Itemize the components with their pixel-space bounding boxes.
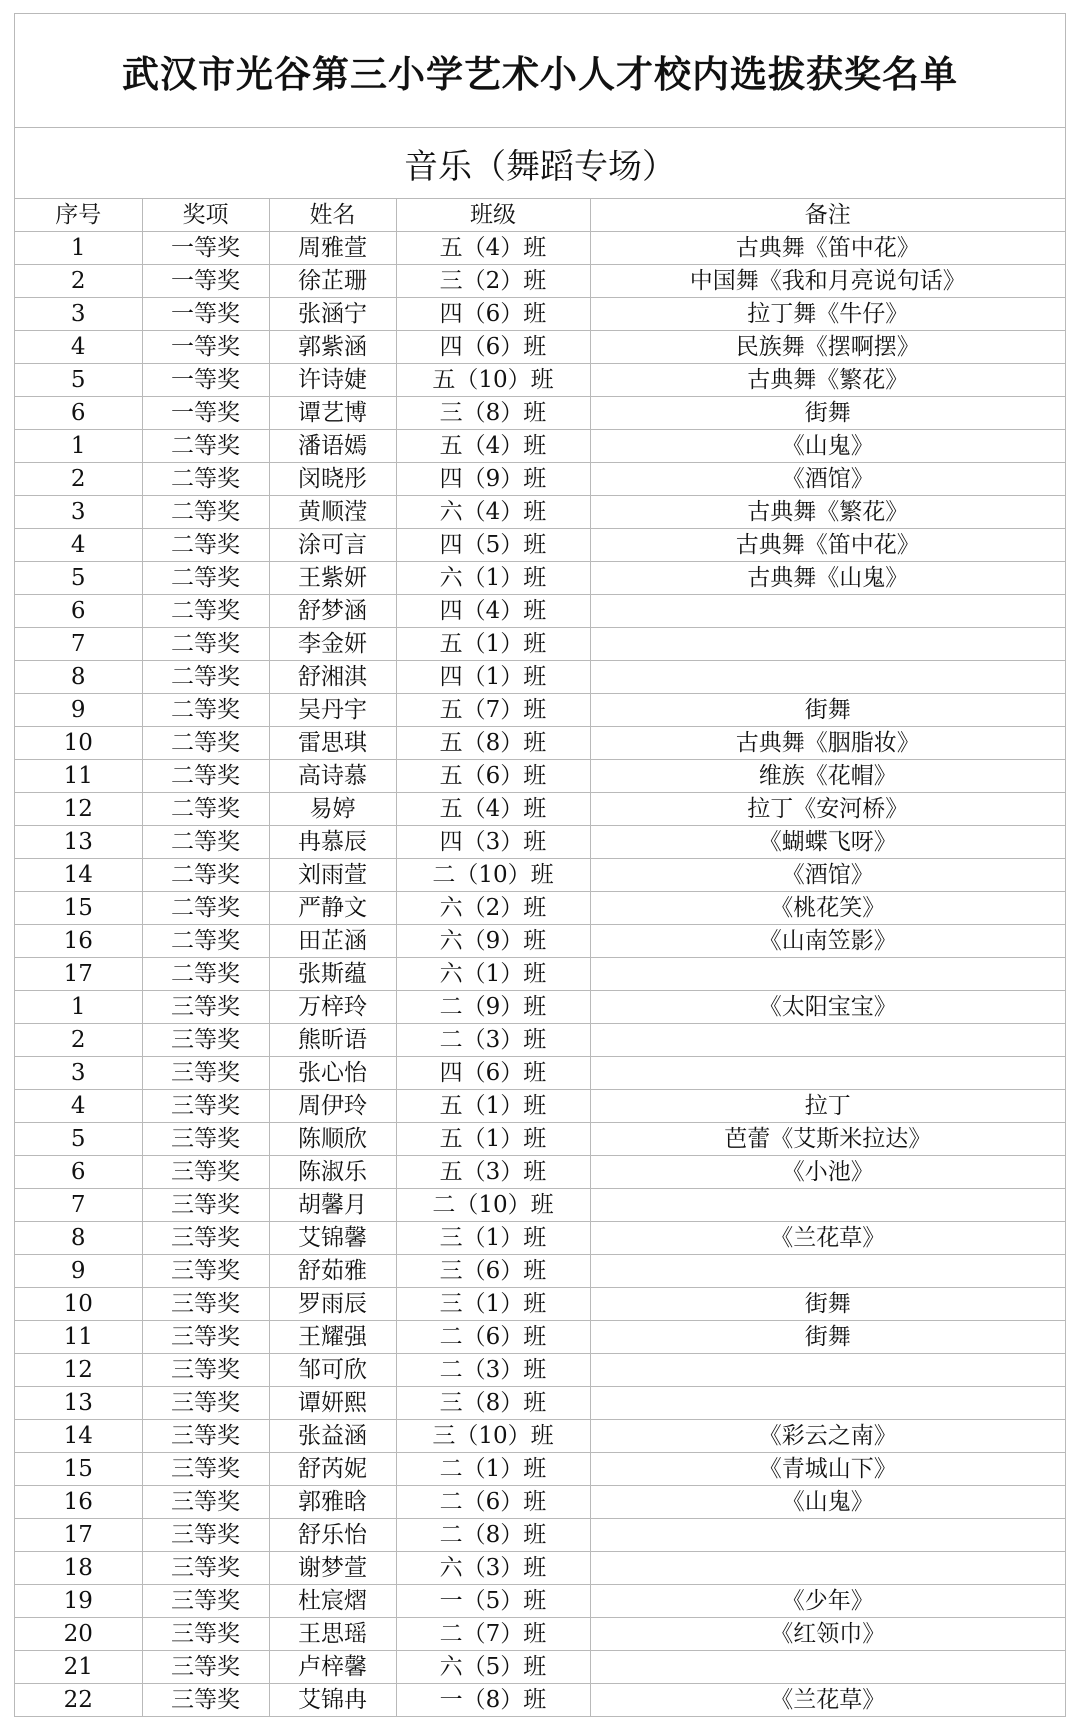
name-cell: 田芷涵 bbox=[269, 925, 396, 958]
remarks-cell: 《兰花草》 bbox=[770, 1687, 886, 1713]
table-header-row bbox=[15, 199, 1065, 232]
serial-number-cell: 11 bbox=[15, 1321, 142, 1354]
award-cell: 二等奖 bbox=[142, 826, 269, 859]
class-cell: 五（10）班 bbox=[396, 364, 590, 397]
remarks-cell: 古典舞《繁花》 bbox=[590, 496, 1065, 529]
serial-number-cell: 5 bbox=[15, 364, 142, 397]
table-row bbox=[15, 463, 1065, 496]
remarks-cell: 《少年》 bbox=[590, 1585, 1065, 1618]
name-cell: 郭雅晗 bbox=[269, 1486, 396, 1519]
table-row bbox=[15, 1387, 1065, 1420]
name-cell: 艾锦馨 bbox=[269, 1222, 396, 1255]
class-cell: 二（7）班 bbox=[396, 1618, 590, 1651]
class-cell: 六（9）班 bbox=[396, 925, 590, 958]
class-cell: 二（1）班 bbox=[396, 1453, 590, 1486]
name-cell: 许诗婕 bbox=[269, 364, 396, 397]
table-row bbox=[15, 562, 1065, 595]
serial-number-cell: 12 bbox=[15, 1354, 142, 1387]
award-cell: 三等奖 bbox=[142, 1651, 269, 1684]
serial-number-cell: 4 bbox=[15, 529, 142, 562]
remarks-cell: 《蝴蝶飞呀》 bbox=[590, 826, 1065, 859]
remarks-cell bbox=[590, 1189, 1065, 1222]
serial-number-cell: 6 bbox=[15, 1156, 142, 1189]
award-cell: 二等奖 bbox=[142, 925, 269, 958]
class-cell: 五（4）班 bbox=[396, 430, 590, 463]
table-row bbox=[15, 298, 1065, 331]
award-cell: 三等奖 bbox=[142, 1321, 269, 1354]
award-cell: 三等奖 bbox=[142, 1156, 269, 1189]
serial-number-cell: 2 bbox=[15, 463, 142, 496]
award-cell: 二等奖 bbox=[142, 562, 269, 595]
award-cell: 二等奖 bbox=[142, 496, 269, 529]
remarks-cell: 古典舞《笛中花》 bbox=[590, 529, 1065, 562]
remarks-cell bbox=[590, 1354, 1065, 1387]
table-row bbox=[15, 331, 1065, 364]
name-cell: 冉慕辰 bbox=[269, 826, 396, 859]
name-cell: 高诗慕 bbox=[269, 760, 396, 793]
remarks-cell bbox=[590, 1552, 1065, 1585]
class-cell: 三（10）班 bbox=[396, 1420, 590, 1453]
table-row bbox=[15, 1651, 1065, 1684]
remarks-cell bbox=[590, 958, 1065, 991]
remarks-cell: 《小池》 bbox=[590, 1156, 1065, 1189]
table-row bbox=[15, 1420, 1065, 1453]
name-cell: 舒芮妮 bbox=[269, 1453, 396, 1486]
remarks-cell: 拉丁 bbox=[590, 1090, 1065, 1123]
table-row bbox=[15, 958, 1065, 991]
class-cell: 三（6）班 bbox=[396, 1255, 590, 1288]
serial-number-cell: 15 bbox=[15, 1453, 142, 1486]
remarks-cell: 《红领巾》 bbox=[590, 1618, 1065, 1651]
table-row bbox=[15, 1552, 1065, 1585]
table-row bbox=[15, 1090, 1065, 1123]
header-award: 奖项 bbox=[142, 199, 269, 232]
name-cell: 黄顺滢 bbox=[269, 496, 396, 529]
serial-number-cell: 5 bbox=[15, 1123, 142, 1156]
serial-number-cell: 17 bbox=[15, 958, 142, 991]
class-cell: 二（3）班 bbox=[396, 1024, 590, 1057]
class-cell: 六（1）班 bbox=[396, 562, 590, 595]
class-cell: 六（3）班 bbox=[396, 1552, 590, 1585]
remarks-cell: 中国舞《我和月亮说句话》 bbox=[590, 265, 1065, 298]
table-row bbox=[15, 1453, 1065, 1486]
name-cell: 舒梦涵 bbox=[269, 595, 396, 628]
serial-number-cell: 1 bbox=[15, 430, 142, 463]
remarks-cell: 民族舞《摆啊摆》 bbox=[590, 331, 1065, 364]
serial-number-cell: 7 bbox=[15, 1189, 142, 1222]
name-cell: 王紫妍 bbox=[269, 562, 396, 595]
remarks-cell: 《太阳宝宝》 bbox=[590, 991, 1065, 1024]
remarks-cell: 《酒馆》 bbox=[590, 463, 1065, 496]
class-cell: 四（6）班 bbox=[396, 298, 590, 331]
serial-number-cell: 16 bbox=[15, 1486, 142, 1519]
remarks-cell bbox=[590, 595, 1065, 628]
serial-number-cell: 9 bbox=[15, 1255, 142, 1288]
serial-number-cell: 18 bbox=[15, 1552, 142, 1585]
serial-number-cell: 21 bbox=[15, 1651, 142, 1684]
class-cell: 五（4）班 bbox=[396, 793, 590, 826]
table-row bbox=[15, 694, 1065, 727]
name-cell: 舒茹雅 bbox=[269, 1255, 396, 1288]
class-cell: 四（6）班 bbox=[396, 331, 590, 364]
table-row bbox=[15, 628, 1065, 661]
table-row bbox=[15, 859, 1065, 892]
class-cell: 四（9）班 bbox=[396, 463, 590, 496]
class-cell: 四（6）班 bbox=[396, 1057, 590, 1090]
award-cell: 一等奖 bbox=[142, 331, 269, 364]
class-cell: 三（2）班 bbox=[396, 265, 590, 298]
table-row bbox=[15, 397, 1065, 430]
serial-number-cell: 5 bbox=[15, 562, 142, 595]
name-cell: 张心怡 bbox=[269, 1057, 396, 1090]
class-cell: 六（2）班 bbox=[396, 892, 590, 925]
table-row bbox=[15, 232, 1065, 265]
header-class: 班级 bbox=[396, 199, 590, 232]
serial-number-cell: 14 bbox=[15, 1420, 142, 1453]
name-cell: 周伊玲 bbox=[269, 1090, 396, 1123]
award-cell: 三等奖 bbox=[142, 1486, 269, 1519]
award-cell: 三等奖 bbox=[142, 1189, 269, 1222]
table-row bbox=[15, 1354, 1065, 1387]
serial-number-cell: 3 bbox=[15, 1057, 142, 1090]
remarks-cell: 《青城山下》 bbox=[590, 1453, 1065, 1486]
class-cell: 二（6）班 bbox=[396, 1321, 590, 1354]
award-cell: 三等奖 bbox=[142, 991, 269, 1024]
award-cell: 三等奖 bbox=[142, 1255, 269, 1288]
class-cell: 一（8）班 bbox=[396, 1684, 590, 1717]
award-cell: 二等奖 bbox=[142, 892, 269, 925]
serial-number-cell: 15 bbox=[15, 892, 142, 925]
name-cell: 卢梓馨 bbox=[269, 1651, 396, 1684]
award-cell: 一等奖 bbox=[142, 232, 269, 265]
table-row bbox=[15, 1222, 1065, 1255]
award-cell: 一等奖 bbox=[142, 265, 269, 298]
remarks-cell bbox=[590, 1024, 1065, 1057]
name-cell: 潘语嫣 bbox=[269, 430, 396, 463]
award-list-sheet bbox=[14, 13, 1066, 1717]
award-cell: 二等奖 bbox=[142, 430, 269, 463]
table-row bbox=[15, 1618, 1065, 1651]
remarks-cell: 街舞 bbox=[590, 397, 1065, 430]
award-cell: 二等奖 bbox=[142, 661, 269, 694]
class-cell: 二（6）班 bbox=[396, 1486, 590, 1519]
award-cell: 二等奖 bbox=[142, 727, 269, 760]
award-cell: 三等奖 bbox=[142, 1519, 269, 1552]
remarks-cell: 《山鬼》 bbox=[590, 1486, 1065, 1519]
serial-number-cell: 7 bbox=[15, 628, 142, 661]
award-cell: 二等奖 bbox=[142, 793, 269, 826]
serial-number-cell: 2 bbox=[15, 1024, 142, 1057]
award-cell: 三等奖 bbox=[142, 1684, 269, 1717]
table-row bbox=[15, 1288, 1065, 1321]
award-cell: 三等奖 bbox=[142, 1024, 269, 1057]
class-cell: 三（1）班 bbox=[396, 1288, 590, 1321]
name-cell: 张斯蕴 bbox=[269, 958, 396, 991]
table-row bbox=[15, 1321, 1065, 1354]
name-cell: 谢梦萱 bbox=[269, 1552, 396, 1585]
remarks-cell bbox=[590, 1255, 1065, 1288]
name-cell: 陈淑乐 bbox=[269, 1156, 396, 1189]
name-cell: 徐芷珊 bbox=[269, 265, 396, 298]
serial-number-cell: 3 bbox=[15, 298, 142, 331]
award-cell: 三等奖 bbox=[142, 1453, 269, 1486]
award-cell: 二等奖 bbox=[142, 529, 269, 562]
award-cell: 三等奖 bbox=[142, 1420, 269, 1453]
award-cell: 二等奖 bbox=[142, 628, 269, 661]
remarks-cell: 街舞 bbox=[590, 694, 1065, 727]
table-row bbox=[15, 661, 1065, 694]
award-cell: 一等奖 bbox=[142, 364, 269, 397]
award-cell: 二等奖 bbox=[142, 463, 269, 496]
table-body bbox=[15, 232, 1065, 1717]
name-cell: 艾锦冉 bbox=[269, 1684, 396, 1717]
serial-number-cell: 20 bbox=[15, 1618, 142, 1651]
name-cell: 刘雨萱 bbox=[269, 859, 396, 892]
name-cell: 杜宸熠 bbox=[269, 1585, 396, 1618]
award-cell: 二等奖 bbox=[142, 859, 269, 892]
name-cell: 吴丹宇 bbox=[269, 694, 396, 727]
class-cell: 六（5）班 bbox=[396, 1651, 590, 1684]
award-cell: 一等奖 bbox=[142, 298, 269, 331]
serial-number-cell: 13 bbox=[15, 1387, 142, 1420]
remarks-cell bbox=[590, 1519, 1065, 1552]
class-cell: 二（9）班 bbox=[396, 991, 590, 1024]
serial-number-cell: 6 bbox=[15, 397, 142, 430]
table-row bbox=[15, 1684, 1065, 1717]
class-cell: 四（4）班 bbox=[396, 595, 590, 628]
serial-number-cell: 17 bbox=[15, 1519, 142, 1552]
award-cell: 二等奖 bbox=[142, 595, 269, 628]
name-cell: 张益涵 bbox=[269, 1420, 396, 1453]
name-cell: 万梓玲 bbox=[269, 991, 396, 1024]
remarks-cell: 维族《花帽》 bbox=[590, 760, 1065, 793]
name-cell: 闵晓彤 bbox=[269, 463, 396, 496]
remarks-cell: 《桃花笑》 bbox=[590, 892, 1065, 925]
page-title: 武汉市光谷第三小学艺术小人才校内选拔获奖名单 bbox=[15, 14, 1065, 128]
table-row bbox=[15, 1123, 1065, 1156]
table-row bbox=[15, 1156, 1065, 1189]
class-cell: 四（1）班 bbox=[396, 661, 590, 694]
remarks-cell: 拉丁舞《牛仔》 bbox=[590, 298, 1065, 331]
class-cell: 二（10）班 bbox=[396, 859, 590, 892]
remarks-cell: 古典舞《胭脂妆》 bbox=[590, 727, 1065, 760]
class-cell: 五（3）班 bbox=[396, 1156, 590, 1189]
remarks-cell: 街舞 bbox=[590, 1288, 1065, 1321]
name-cell: 周雅萱 bbox=[269, 232, 396, 265]
table-row bbox=[15, 364, 1065, 397]
table-row bbox=[15, 793, 1065, 826]
name-cell: 舒乐怡 bbox=[269, 1519, 396, 1552]
remarks-cell: 古典舞《笛中花》 bbox=[590, 232, 1065, 265]
serial-number-cell: 16 bbox=[15, 925, 142, 958]
class-cell: 五（1）班 bbox=[396, 1123, 590, 1156]
award-cell: 三等奖 bbox=[142, 1618, 269, 1651]
serial-number-cell: 11 bbox=[15, 760, 142, 793]
remarks-cell bbox=[590, 661, 1065, 694]
table-row bbox=[15, 1255, 1065, 1288]
header-serial-number: 序号 bbox=[15, 199, 142, 232]
name-cell: 罗雨辰 bbox=[269, 1288, 396, 1321]
award-cell: 三等奖 bbox=[142, 1552, 269, 1585]
remarks-cell: 《兰花草》 bbox=[590, 1222, 1065, 1255]
class-cell: 六（1）班 bbox=[396, 958, 590, 991]
class-cell: 四（3）班 bbox=[396, 826, 590, 859]
class-cell: 五（7）班 bbox=[396, 694, 590, 727]
name-cell: 严静文 bbox=[269, 892, 396, 925]
table-row bbox=[15, 1189, 1065, 1222]
class-cell: 二（3）班 bbox=[396, 1354, 590, 1387]
class-cell: 三（8）班 bbox=[396, 1387, 590, 1420]
table-row bbox=[15, 925, 1065, 958]
remarks-cell: 古典舞《繁花》 bbox=[590, 364, 1065, 397]
class-cell: 五（1）班 bbox=[396, 628, 590, 661]
table-row bbox=[15, 727, 1065, 760]
name-cell: 谭妍熙 bbox=[269, 1387, 396, 1420]
award-cell: 三等奖 bbox=[142, 1585, 269, 1618]
serial-number-cell: 8 bbox=[15, 1222, 142, 1255]
table-row bbox=[15, 991, 1065, 1024]
table-row bbox=[15, 529, 1065, 562]
award-cell: 三等奖 bbox=[142, 1090, 269, 1123]
name-cell: 熊昕语 bbox=[269, 1024, 396, 1057]
class-cell: 三（8）班 bbox=[396, 397, 590, 430]
award-cell: 三等奖 bbox=[142, 1288, 269, 1321]
section-subtitle: 音乐（舞蹈专场） bbox=[15, 128, 1065, 199]
table-row bbox=[15, 1519, 1065, 1552]
class-cell: 三（1）班 bbox=[396, 1222, 590, 1255]
award-cell: 二等奖 bbox=[142, 760, 269, 793]
table-row bbox=[15, 1486, 1065, 1519]
remarks-cell: 古典舞《山鬼》 bbox=[590, 562, 1065, 595]
serial-number-cell: 2 bbox=[15, 265, 142, 298]
award-cell: 三等奖 bbox=[142, 1354, 269, 1387]
remarks-cell: 拉丁《安河桥》 bbox=[590, 793, 1065, 826]
award-cell: 三等奖 bbox=[142, 1057, 269, 1090]
award-cell: 二等奖 bbox=[142, 958, 269, 991]
serial-number-cell: 1 bbox=[15, 232, 142, 265]
table-row bbox=[15, 1585, 1065, 1618]
class-cell: 五（1）班 bbox=[396, 1090, 590, 1123]
serial-number-cell: 14 bbox=[15, 859, 142, 892]
serial-number-cell: 13 bbox=[15, 826, 142, 859]
award-cell: 一等奖 bbox=[142, 397, 269, 430]
class-cell: 二（10）班 bbox=[396, 1189, 590, 1222]
remarks-cell bbox=[590, 1651, 1065, 1684]
name-cell: 舒湘淇 bbox=[269, 661, 396, 694]
serial-number-cell: 4 bbox=[15, 1090, 142, 1123]
header-remarks: 备注 bbox=[590, 199, 1065, 232]
table-row bbox=[15, 892, 1065, 925]
serial-number-cell: 1 bbox=[15, 991, 142, 1024]
award-cell: 三等奖 bbox=[142, 1123, 269, 1156]
name-cell: 涂可言 bbox=[269, 529, 396, 562]
name-cell: 雷思琪 bbox=[269, 727, 396, 760]
class-cell: 一（5）班 bbox=[396, 1585, 590, 1618]
table-row bbox=[15, 826, 1065, 859]
class-cell: 六（4）班 bbox=[396, 496, 590, 529]
serial-number-cell: 3 bbox=[15, 496, 142, 529]
serial-number-cell: 8 bbox=[15, 661, 142, 694]
serial-number-cell: 4 bbox=[15, 331, 142, 364]
class-cell: 二（8）班 bbox=[396, 1519, 590, 1552]
class-cell: 四（5）班 bbox=[396, 529, 590, 562]
table-row bbox=[15, 760, 1065, 793]
serial-number-cell: 22 bbox=[15, 1684, 142, 1717]
award-table bbox=[15, 199, 1065, 1716]
remarks-cell bbox=[590, 628, 1065, 661]
remarks-cell: 《酒馆》 bbox=[590, 859, 1065, 892]
serial-number-cell: 10 bbox=[15, 727, 142, 760]
name-cell: 陈顺欣 bbox=[269, 1123, 396, 1156]
serial-number-cell: 6 bbox=[15, 595, 142, 628]
name-cell: 王思瑶 bbox=[269, 1618, 396, 1651]
class-cell: 五（6）班 bbox=[396, 760, 590, 793]
serial-number-cell: 9 bbox=[15, 694, 142, 727]
name-cell: 易婷 bbox=[269, 793, 396, 826]
remarks-cell: 街舞 bbox=[590, 1321, 1065, 1354]
remarks-cell bbox=[590, 1387, 1065, 1420]
table-row bbox=[15, 595, 1065, 628]
name-cell: 张涵宁 bbox=[269, 298, 396, 331]
name-cell: 李金妍 bbox=[269, 628, 396, 661]
name-cell: 胡馨月 bbox=[269, 1189, 396, 1222]
name-cell: 邹可欣 bbox=[269, 1354, 396, 1387]
header-name: 姓名 bbox=[269, 199, 396, 232]
class-cell: 五（4）班 bbox=[396, 232, 590, 265]
class-cell: 五（8）班 bbox=[396, 727, 590, 760]
table-row bbox=[15, 1057, 1065, 1090]
table-row bbox=[15, 496, 1065, 529]
name-cell: 王耀强 bbox=[269, 1321, 396, 1354]
name-cell: 郭紫涵 bbox=[269, 331, 396, 364]
remarks-cell: 《彩云之南》 bbox=[590, 1420, 1065, 1453]
remarks-cell: 芭蕾《艾斯米拉达》 bbox=[590, 1123, 1065, 1156]
award-cell: 三等奖 bbox=[142, 1222, 269, 1255]
remarks-cell: 《山鬼》 bbox=[590, 430, 1065, 463]
remarks-cell: 《山南笠影》 bbox=[590, 925, 1065, 958]
remarks-cell bbox=[590, 1057, 1065, 1090]
serial-number-cell: 12 bbox=[15, 793, 142, 826]
table-row bbox=[15, 265, 1065, 298]
name-cell: 谭艺博 bbox=[269, 397, 396, 430]
serial-number-cell: 10 bbox=[15, 1288, 142, 1321]
serial-number-cell: 19 bbox=[15, 1585, 142, 1618]
table-row bbox=[15, 1024, 1065, 1057]
award-cell: 二等奖 bbox=[142, 694, 269, 727]
table-row bbox=[15, 430, 1065, 463]
award-cell: 三等奖 bbox=[142, 1387, 269, 1420]
